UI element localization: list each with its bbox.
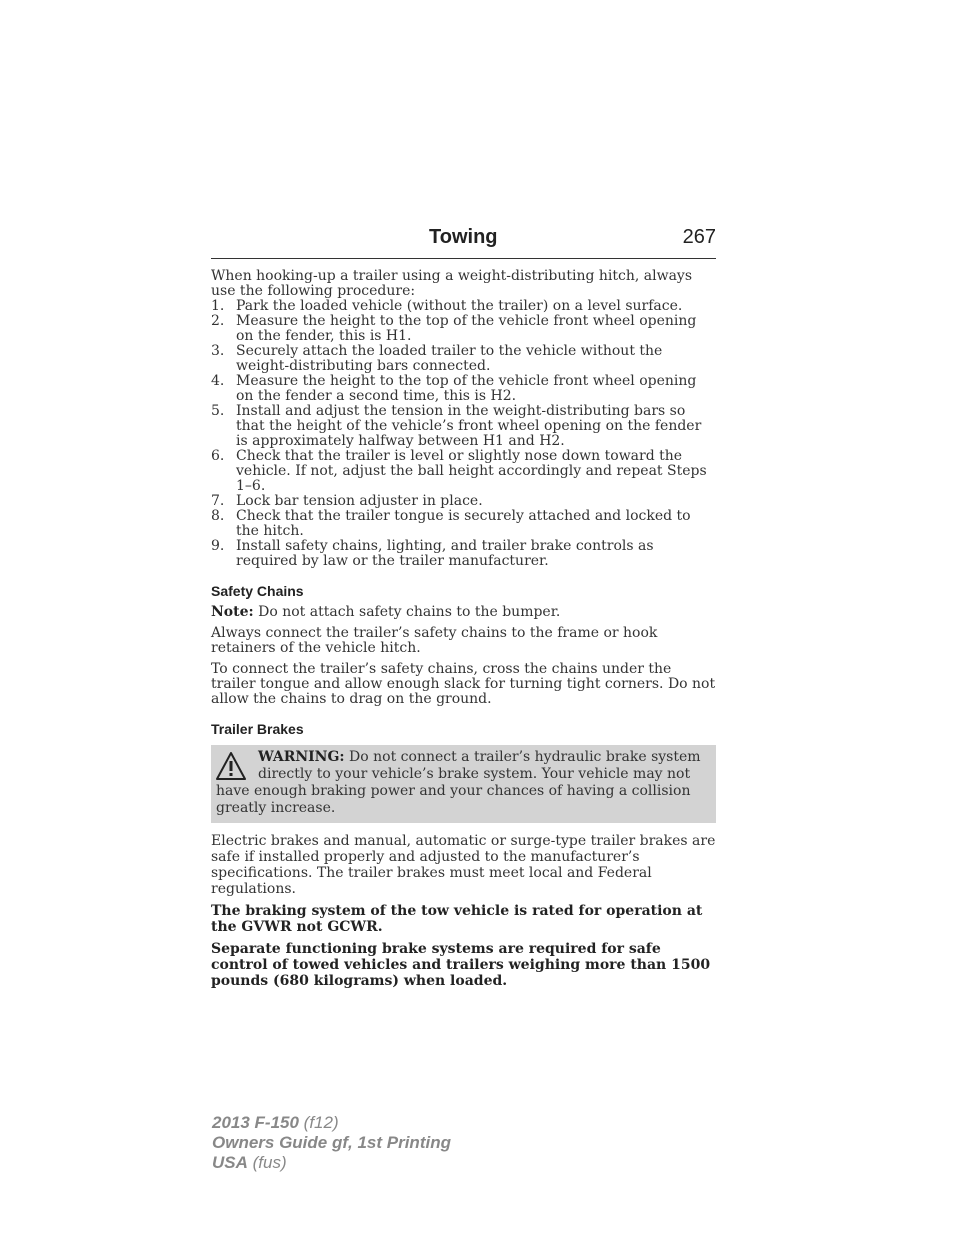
safety-chains-note <box>211 605 716 620</box>
section-title: Towing <box>429 226 498 248</box>
list-item: 7. Lock bar tension adjuster in place. <box>211 493 483 509</box>
procedure-steps <box>211 299 716 569</box>
footer-model-line: 2013 F-150 (f12) <box>212 1113 339 1132</box>
list-item: 8. Check that the trailer tongue is securely attached and locked to the hitch. <box>211 508 691 539</box>
safety-chains-paragraph-1: Always connect the trailer’s safety chains to the frame or hook retainers of the vehicle hitch. <box>211 625 658 656</box>
page-footer <box>212 1113 451 1173</box>
footer-region-line: USA (fus) <box>212 1153 287 1172</box>
list-item: 4. Measure the height to the top of the vehicle front wheel opening on the fender a second time, this is H2. <box>211 373 697 404</box>
footer-guide-line: Owners Guide gf, 1st Printing <box>212 1133 451 1152</box>
trailer-brakes-bold-1: The braking system of the tow vehicle is rated for operation at the GVWR not GCWR. <box>211 903 703 935</box>
trailer-brakes-paragraph-1: Electric brakes and manual, automatic or surge-type trailer brakes are safe if installed properly and adjusted to the manufacturer’s specifications. The trailer brakes must meet local and Federal regulations. <box>211 833 716 897</box>
list-item: 2. Measure the height to the top of the vehicle front wheel opening on the fender, this is H1. <box>211 313 697 344</box>
warning-box <box>211 745 716 823</box>
list-item: 6. Check that the trailer is level or slightly nose down toward the vehicle. If not, adjust the ball height accordingly and repeat Steps 1–6. <box>211 448 707 494</box>
trailer-brakes-heading: Trailer Brakes <box>211 721 304 737</box>
page-content <box>211 228 716 995</box>
warning-text: Do not connect a trailer’s hydraulic brake system directly to your vehicle’s brake system. Your vehicle may not have enough braking power and your chances of having a collision greatly increase. <box>216 749 701 816</box>
page-number: 267 <box>682 226 716 248</box>
note-label: Note: <box>211 604 254 620</box>
warning-triangle-icon <box>216 751 246 781</box>
intro-paragraph: When hooking-up a trailer using a weight-distributing hitch, always use the following procedure: <box>211 268 693 299</box>
page-header <box>211 228 716 259</box>
warning-label: WARNING: <box>258 749 345 765</box>
note-text: Do not attach safety chains to the bumper. <box>253 604 561 620</box>
trailer-brakes-bold-2: Separate functioning brake systems are required for safe control of towed vehicles and trailers weighing more than 1500 pounds (680 kilograms) when loaded. <box>211 941 711 989</box>
safety-chains-paragraph-2: To connect the trailer’s safety chains, cross the chains under the trailer tongue and allow enough slack for turning tight corners. Do not allow the chains to drag on the ground. <box>211 661 716 707</box>
list-item: 9. Install safety chains, lighting, and trailer brake controls as required by law or the trailer manufacturer. <box>211 538 654 569</box>
list-item: 5. Install and adjust the tension in the weight-distributing bars so that the height of the vehicle’s front wheel opening on the fender is approximately halfway between H1 and H2. <box>211 403 702 449</box>
list-item: 3. Securely attach the loaded trailer to the vehicle without the weight-distributing bars connected. <box>211 343 663 374</box>
list-item: 1. Park the loaded vehicle (without the trailer) on a level surface. <box>211 298 683 314</box>
safety-chains-heading: Safety Chains <box>211 583 304 599</box>
